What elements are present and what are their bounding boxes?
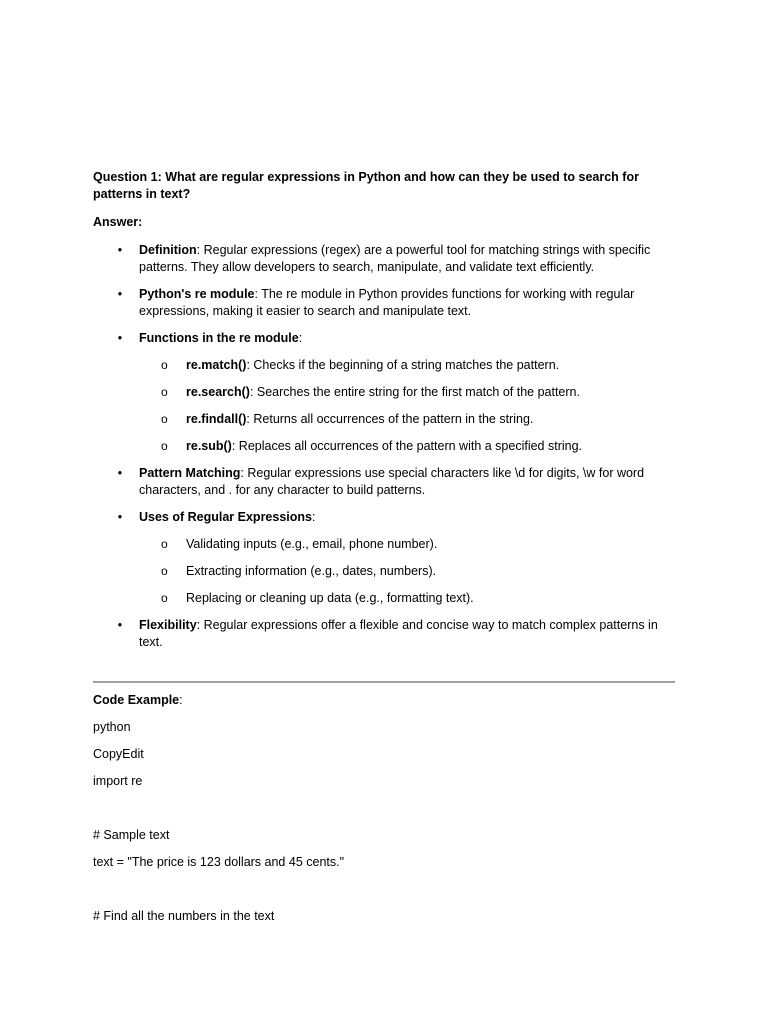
- code-line-blank: [93, 881, 675, 898]
- bullet-text: : Regular expressions offer a flexible and concise way to match complex patterns in text.: [139, 618, 658, 649]
- circle-bullet-icon: o: [161, 385, 168, 399]
- sub-item-text: : Replaces all occurrences of the pattern with a specified string.: [231, 439, 583, 453]
- circle-bullet-icon: o: [161, 412, 168, 426]
- sub-list-item: [139, 590, 675, 607]
- bullet-text: : The re module in Python provides functions for working with regular expressions, making it easier to search and manipulate text.: [139, 287, 635, 318]
- bullet-icon: •: [117, 466, 123, 480]
- list-item: [93, 286, 675, 320]
- code-line: # Sample text: [93, 828, 170, 842]
- sub-item-term: re.findall(): [186, 412, 247, 426]
- code-line: # Find all the numbers in the text: [93, 909, 275, 923]
- bullet-term: Flexibility: [139, 618, 197, 632]
- circle-bullet-icon: o: [161, 591, 168, 605]
- circle-bullet-icon: o: [161, 439, 168, 453]
- sub-item-text: : Searches the entire string for the first match of the pattern.: [249, 385, 580, 399]
- code-heading-term: Code Example: [93, 693, 180, 707]
- sub-list-item: [139, 536, 675, 553]
- bullet-term: Definition: [139, 243, 197, 257]
- circle-bullet-icon: o: [161, 537, 168, 551]
- bullet-text: : Regular expressions use special characters like \d for digits, \w for word characters, and . for any character to build patterns.: [139, 466, 645, 497]
- sub-list-item: [139, 411, 675, 428]
- bullet-icon: •: [117, 510, 123, 524]
- sub-list-item: [139, 384, 675, 401]
- question-heading: Question 1: What are regular expressions in Python and how can they be used to search for patterns in text?: [93, 170, 639, 201]
- sub-item-term: re.sub(): [186, 439, 232, 453]
- code-example-section: [93, 692, 675, 935]
- sub-item-text: : Checks if the beginning of a string matches the pattern.: [246, 358, 560, 372]
- bullet-text: : Regular expressions (regex) are a powerful tool for matching strings with specific patterns. They allow developers to search, manipulate, and validate text efficiently.: [139, 243, 651, 274]
- circle-bullet-icon: o: [161, 564, 168, 578]
- list-item: [93, 330, 675, 455]
- list-item: [93, 242, 675, 276]
- sub-item-term: re.match(): [186, 358, 247, 372]
- list-item: [93, 509, 675, 607]
- answer-label: Answer:: [93, 215, 143, 229]
- bullet-term: Functions in the re module: [139, 331, 299, 345]
- code-language-label: python: [93, 720, 131, 734]
- copy-edit-label[interactable]: CopyEdit: [93, 747, 144, 761]
- list-item: [93, 465, 675, 499]
- sub-list-item: [139, 563, 675, 580]
- bullet-term: Pattern Matching: [139, 466, 241, 480]
- bullet-term: Uses of Regular Expressions: [139, 510, 312, 524]
- code-line: text = "The price is 123 dollars and 45 cents.": [93, 855, 345, 869]
- horizontal-divider: [93, 681, 675, 683]
- uses-sub-list: [139, 536, 675, 607]
- bullet-term: Python's re module: [139, 287, 255, 301]
- list-item: [93, 617, 675, 651]
- sub-item-text: : Returns all occurrences of the pattern in the string.: [246, 412, 534, 426]
- sub-item-text: Replacing or cleaning up data (e.g., formatting text).: [186, 591, 474, 605]
- sub-list-item: [139, 357, 675, 374]
- sub-item-text: Validating inputs (e.g., email, phone number).: [186, 537, 438, 551]
- code-example-heading: [93, 692, 675, 709]
- answer-bullet-list: [93, 242, 675, 651]
- bullet-icon: •: [117, 331, 123, 345]
- sub-item-term: re.search(): [186, 385, 250, 399]
- sub-item-text: Extracting information (e.g., dates, numbers).: [186, 564, 437, 578]
- code-line: import re: [93, 774, 143, 788]
- bullet-icon: •: [117, 618, 123, 632]
- sub-list-item: [139, 438, 675, 455]
- bullet-text: :: [298, 331, 303, 345]
- document-body: [93, 169, 675, 661]
- circle-bullet-icon: o: [161, 358, 168, 372]
- functions-sub-list: [139, 357, 675, 455]
- code-line-blank: [93, 800, 675, 817]
- bullet-icon: •: [117, 243, 123, 257]
- code-heading-colon: :: [179, 693, 183, 707]
- bullet-text: :: [311, 510, 316, 524]
- bullet-icon: •: [117, 287, 123, 301]
